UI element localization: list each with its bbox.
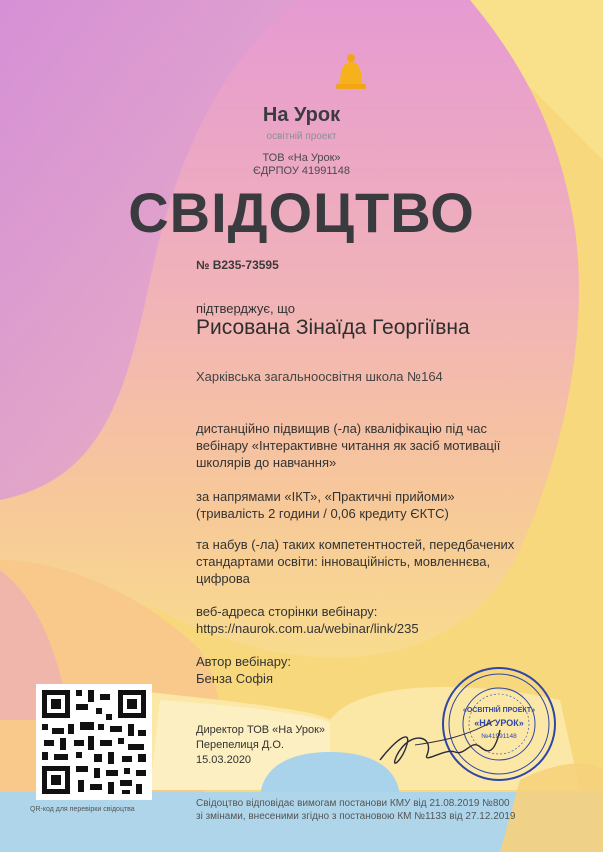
directions-line: за напрямами «ІКТ», «Практичні прийоми» [196,489,455,504]
directions-text [196,488,556,522]
director-name: Перепелиця Д.О. [196,739,284,751]
qualification-line: дистанційно підвищив (-ла) кваліфікацію під час [196,421,488,436]
certificate-number: № B235-73595 [196,258,279,272]
qr-code-icon [36,684,152,800]
stamp-middle-text: «НА УРОК» [474,718,524,728]
certificate-title: СВІДОЦТВО [128,181,475,244]
school-name: Харківська загальноосвітня школа №164 [196,369,443,384]
legal-footer-line: Свідоцтво відповідає вимогам постанови КМУ від 21.08.2019 №800 [196,798,510,809]
webinar-label: веб-адреса сторінки вебінару: [196,604,378,619]
qualification-line: школярів до навчання» [196,455,337,470]
confirms-text: підтверджує, що [196,301,295,316]
org-name: ТОВ «На Урок» [262,152,341,164]
brand-subtitle: освітній проект [266,131,337,142]
competences-text [196,536,556,587]
webinar-url[interactable]: https://naurok.com.ua/webinar/link/235 [196,621,419,636]
person-name: Рисована Зінаїда Георгіївна [196,316,470,339]
bell-icon [332,52,370,94]
director-signature [375,700,505,780]
directions-line: (тривалість 2 години / 0,06 кредиту ЄКТС) [196,506,449,521]
qr-caption: QR-код для перевірки свідоцтва [30,806,135,813]
issue-date: 15.03.2020 [196,754,252,766]
legal-footer [196,797,576,823]
webinar-block [196,603,556,637]
director-title: Директор ТОВ «На Урок» [196,724,326,736]
stamp-code-text: №41991148 [481,733,517,740]
org-edrpou: ЄДРПОУ 41991148 [252,165,351,177]
author-label: Автор вебінару: [196,654,291,669]
competences-line: стандартами освіти: інноваційність, мовленнєва, [196,554,491,569]
legal-footer-line: зі змінами, внесеними згідно з постановою КМ №1133 від 27.12.2019 [196,811,516,822]
qualification-text [196,420,556,471]
stamp-top-text: «ОСВІТНІЙ ПРОЕКТ» [463,707,535,714]
qr-code[interactable] [36,684,152,800]
author-name: Бенза Софія [196,671,273,686]
competences-line: та набув (-ла) таких компетентностей, передбачених [196,537,515,552]
competences-line: цифрова [196,571,250,586]
brand-name: На Урок [262,104,341,126]
qualification-line: вебінару «Інтерактивне читання як засіб мотивації [196,438,501,453]
